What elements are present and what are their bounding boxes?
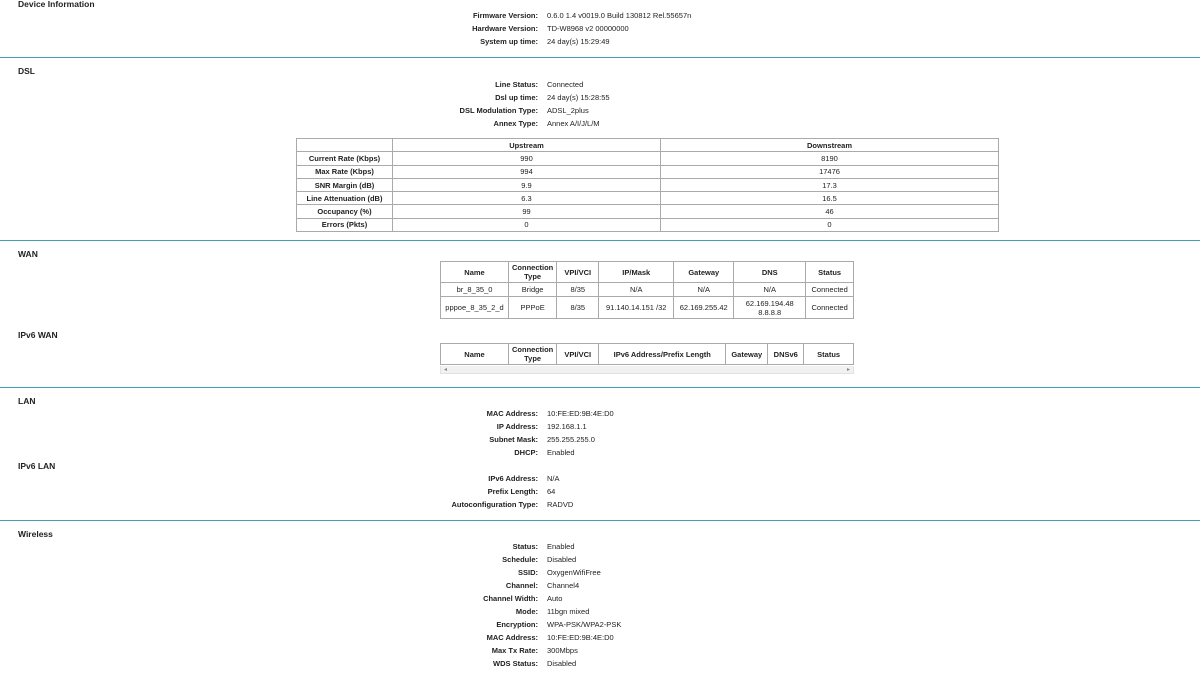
dsl-modulation-label: DSL Modulation Type: bbox=[459, 106, 538, 115]
system-uptime-value: 24 day(s) 15:29:49 bbox=[547, 37, 610, 46]
wireless-tx-rate-row bbox=[0, 644, 1200, 657]
wireless-wds-label: WDS Status: bbox=[493, 659, 538, 668]
downstream-value: 16.5 bbox=[661, 192, 999, 205]
hardware-version-label: Hardware Version: bbox=[472, 24, 538, 33]
downstream-value: 17476 bbox=[661, 165, 999, 178]
wireless-tx-rate-value: 300Mbps bbox=[547, 646, 578, 655]
wireless-encryption-value: WPA-PSK/WPA2-PSK bbox=[547, 620, 622, 629]
table-header-row bbox=[297, 139, 999, 152]
table-row bbox=[297, 192, 999, 205]
annex-type-label: Annex Type: bbox=[493, 119, 538, 128]
table-header-cell: Name bbox=[441, 262, 509, 283]
wireless-wds-row bbox=[0, 657, 1200, 670]
table-row-label: Line Attenuation (dB) bbox=[297, 192, 393, 205]
table-header-cell: DNSv6 bbox=[768, 344, 804, 365]
dsl-stats-table bbox=[296, 138, 999, 232]
section-title-wan: WAN bbox=[18, 249, 38, 259]
lan-mac-row bbox=[0, 407, 1200, 420]
ipv6-wan-table bbox=[440, 343, 854, 365]
wan-cell: Bridge bbox=[509, 283, 557, 297]
wireless-ssid-row bbox=[0, 566, 1200, 579]
firmware-version-label: Firmware Version: bbox=[472, 11, 538, 20]
lan-dhcp-value: Enabled bbox=[547, 448, 575, 457]
wireless-mode-row bbox=[0, 605, 1200, 618]
wan-cell: N/A bbox=[674, 283, 734, 297]
table-header-cell bbox=[297, 139, 393, 152]
autoconfig-type-label: Autoconfiguration Type: bbox=[451, 500, 538, 509]
wireless-encryption-label: Encryption: bbox=[496, 620, 538, 629]
table-header-cell: Connection Type bbox=[509, 344, 557, 365]
table-header-cell: IP/Mask bbox=[599, 262, 674, 283]
table-header-cell: DNS bbox=[734, 262, 806, 283]
wan-table bbox=[440, 261, 854, 319]
wan-cell: Connected bbox=[806, 283, 854, 297]
table-header-cell: Gateway bbox=[726, 344, 768, 365]
lan-subnet-row bbox=[0, 433, 1200, 446]
table-header-cell: VPI/VCI bbox=[557, 262, 599, 283]
wan-cell: 8/35 bbox=[557, 283, 599, 297]
table-row bbox=[297, 152, 999, 165]
section-title-ipv6-wan: IPv6 WAN bbox=[18, 330, 58, 340]
section-title-ipv6-lan: IPv6 LAN bbox=[18, 461, 56, 471]
wireless-channel-value: Channel4 bbox=[547, 581, 580, 590]
table-row-label: Current Rate (Kbps) bbox=[297, 152, 393, 165]
wireless-tx-rate-label: Max Tx Rate: bbox=[491, 646, 538, 655]
horizontal-scrollbar[interactable] bbox=[440, 366, 854, 374]
system-uptime-label: System up time: bbox=[480, 37, 538, 46]
section-divider bbox=[0, 520, 1200, 521]
annex-type-value: Annex A/I/J/L/M bbox=[547, 119, 600, 128]
table-row bbox=[297, 165, 999, 178]
upstream-value: 99 bbox=[393, 205, 661, 218]
wan-cell: 91.140.14.151 /32 bbox=[599, 297, 674, 319]
wireless-ssid-value: OxygenWifiFree bbox=[547, 568, 601, 577]
section-title-dsl: DSL bbox=[18, 66, 35, 76]
table-row bbox=[297, 178, 999, 191]
wireless-wds-value: Disabled bbox=[547, 659, 577, 668]
lan-dhcp-label: DHCP: bbox=[514, 448, 538, 457]
wireless-encryption-row bbox=[0, 618, 1200, 631]
lan-mac-label: MAC Address: bbox=[486, 409, 538, 418]
table-row bbox=[297, 205, 999, 218]
lan-dhcp-row bbox=[0, 446, 1200, 459]
wireless-mac-value: 10:FE:ED:9B:4E:D0 bbox=[547, 633, 614, 642]
upstream-value: 990 bbox=[393, 152, 661, 165]
scroll-right-icon[interactable]: ▸ bbox=[846, 367, 850, 373]
table-row-label: Errors (Pkts) bbox=[297, 218, 393, 231]
table-header-row bbox=[441, 344, 854, 365]
table-row bbox=[297, 218, 999, 231]
wan-cell: 8/35 bbox=[557, 297, 599, 319]
wireless-mac-row bbox=[0, 631, 1200, 644]
wan-cell: br_8_35_0 bbox=[441, 283, 509, 297]
dsl-uptime-row bbox=[0, 91, 1200, 104]
wireless-channel-label: Channel: bbox=[505, 581, 538, 590]
wireless-channel-row bbox=[0, 579, 1200, 592]
lan-ip-label: IP Address: bbox=[496, 422, 538, 431]
upstream-value: 0 bbox=[393, 218, 661, 231]
wan-cell: Connected bbox=[806, 297, 854, 319]
wireless-status-row bbox=[0, 540, 1200, 553]
table-header-cell: IPv6 Address/Prefix Length bbox=[599, 344, 726, 365]
table-header-row bbox=[441, 262, 854, 283]
wan-cell: pppoe_8_35_2_d bbox=[441, 297, 509, 319]
section-divider bbox=[0, 240, 1200, 241]
downstream-value: 0 bbox=[661, 218, 999, 231]
dsl-modulation-row bbox=[0, 104, 1200, 117]
wireless-channel-width-row bbox=[0, 592, 1200, 605]
wireless-status-label: Status: bbox=[512, 542, 538, 551]
table-header-cell: Downstream bbox=[661, 139, 999, 152]
section-title-device-info: Device Information bbox=[18, 0, 95, 9]
table-row bbox=[441, 283, 854, 297]
table-header-cell: Upstream bbox=[393, 139, 661, 152]
table-row-label: SNR Margin (dB) bbox=[297, 178, 393, 191]
upstream-value: 9.9 bbox=[393, 178, 661, 191]
section-divider bbox=[0, 387, 1200, 388]
lan-mac-value: 10:FE:ED:9B:4E:D0 bbox=[547, 409, 614, 418]
ipv6-address-row bbox=[0, 472, 1200, 485]
line-status-label: Line Status: bbox=[495, 80, 538, 89]
table-header-cell: Connection Type bbox=[509, 262, 557, 283]
scroll-left-icon[interactable]: ◂ bbox=[444, 367, 448, 373]
wan-cell: N/A bbox=[599, 283, 674, 297]
dsl-uptime-label: Dsl up time: bbox=[495, 93, 538, 102]
dsl-modulation-value: ADSL_2plus bbox=[547, 106, 589, 115]
table-header-cell: Status bbox=[804, 344, 854, 365]
wan-cell: PPPoE bbox=[509, 297, 557, 319]
lan-ip-value: 192.168.1.1 bbox=[547, 422, 587, 431]
wireless-status-value: Enabled bbox=[547, 542, 575, 551]
wireless-channel-width-label: Channel Width: bbox=[483, 594, 538, 603]
downstream-value: 8190 bbox=[661, 152, 999, 165]
wireless-schedule-label: Schedule: bbox=[502, 555, 538, 564]
lan-ip-row bbox=[0, 420, 1200, 433]
autoconfig-type-row bbox=[0, 498, 1200, 511]
section-divider bbox=[0, 57, 1200, 58]
ipv6-address-value: N/A bbox=[547, 474, 560, 483]
wireless-channel-width-value: Auto bbox=[547, 594, 563, 603]
wireless-mac-label: MAC Address: bbox=[486, 633, 538, 642]
wan-cell: N/A bbox=[734, 283, 806, 297]
upstream-value: 994 bbox=[393, 165, 661, 178]
table-header-cell: Status bbox=[806, 262, 854, 283]
table-header-cell: Gateway bbox=[674, 262, 734, 283]
prefix-length-row bbox=[0, 485, 1200, 498]
table-row-label: Max Rate (Kbps) bbox=[297, 165, 393, 178]
wireless-schedule-value: Disabled bbox=[547, 555, 577, 564]
table-header-cell: Name bbox=[441, 344, 509, 365]
section-title-wireless: Wireless bbox=[18, 529, 53, 539]
autoconfig-type-value: RADVD bbox=[547, 500, 574, 509]
wireless-ssid-label: SSID: bbox=[517, 568, 538, 577]
table-row bbox=[441, 297, 854, 319]
lan-subnet-label: Subnet Mask: bbox=[489, 435, 538, 444]
downstream-value: 17.3 bbox=[661, 178, 999, 191]
line-status-value: Connected bbox=[547, 80, 584, 89]
hardware-version-row bbox=[0, 22, 1200, 35]
wireless-schedule-row bbox=[0, 553, 1200, 566]
firmware-version-value: 0.6.0 1.4 v0019.0 Build 130812 Rel.55657n bbox=[547, 11, 692, 20]
lan-subnet-value: 255.255.255.0 bbox=[547, 435, 595, 444]
wireless-mode-label: Mode: bbox=[515, 607, 538, 616]
section-title-lan: LAN bbox=[18, 396, 36, 406]
firmware-version-row bbox=[0, 9, 1200, 22]
wan-cell: 62.169.194.48 8.8.8.8 bbox=[734, 297, 806, 319]
prefix-length-value: 64 bbox=[547, 487, 556, 496]
line-status-row bbox=[0, 78, 1200, 91]
downstream-value: 46 bbox=[661, 205, 999, 218]
dsl-uptime-value: 24 day(s) 15:28:55 bbox=[547, 93, 610, 102]
wireless-mode-value: 11bgn mixed bbox=[547, 607, 590, 616]
wan-cell: 62.169.255.42 bbox=[674, 297, 734, 319]
system-uptime-row bbox=[0, 35, 1200, 48]
prefix-length-label: Prefix Length: bbox=[487, 487, 538, 496]
table-header-cell: VPI/VCI bbox=[557, 344, 599, 365]
table-row-label: Occupancy (%) bbox=[297, 205, 393, 218]
annex-type-row bbox=[0, 117, 1200, 130]
hardware-version-value: TD-W8968 v2 00000000 bbox=[547, 24, 629, 33]
ipv6-address-label: IPv6 Address: bbox=[488, 474, 538, 483]
upstream-value: 6.3 bbox=[393, 192, 661, 205]
